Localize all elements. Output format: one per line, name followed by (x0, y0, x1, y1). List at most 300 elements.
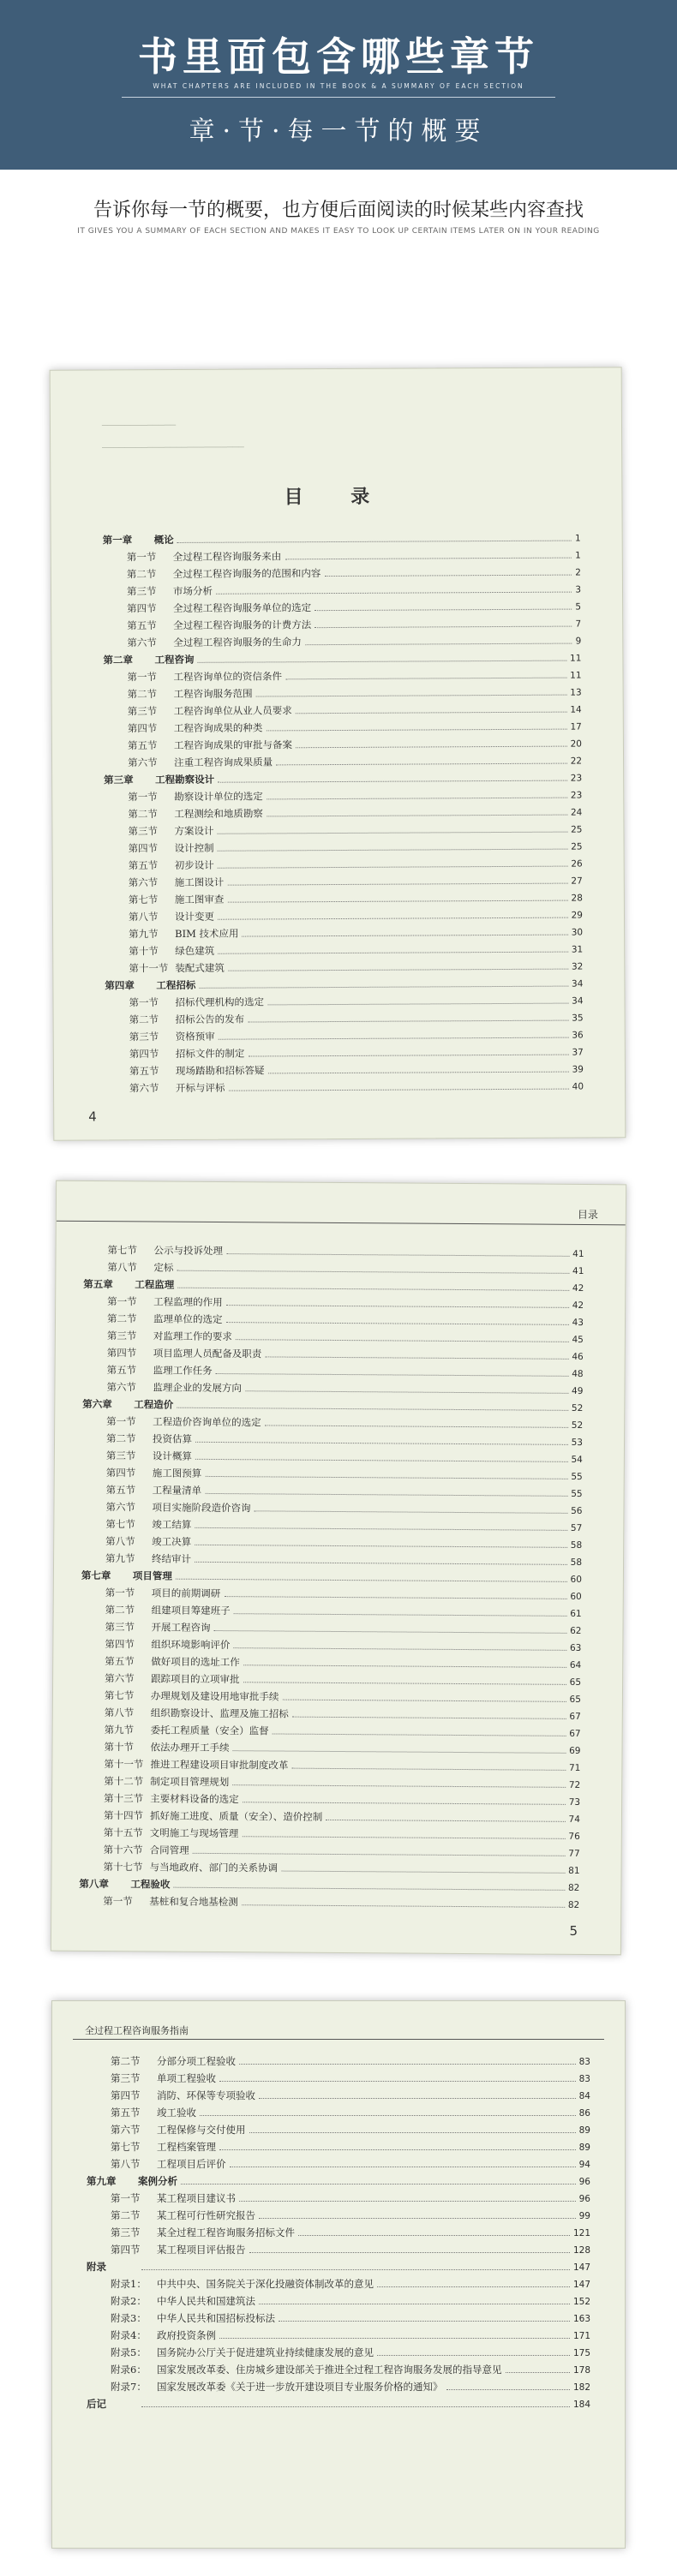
toc-entry-label (87, 2104, 196, 2121)
toc-entry-number: 第三节 (128, 825, 159, 838)
dot-leader (216, 592, 572, 595)
toc-entry-title: 工程项目后评价 (157, 2158, 226, 2170)
toc-entry-title: 现场踏勘和招标答疑 (175, 1064, 265, 1077)
dot-leader (219, 2338, 570, 2339)
toc-section-row (87, 2207, 590, 2224)
toc-entry-label (80, 1841, 189, 1859)
toc-section-row (87, 2292, 590, 2310)
toc-entry-title: 工程监理 (135, 1278, 175, 1291)
toc-page-ref: 41 (572, 1265, 584, 1276)
toc-entry-number: 第一节 (105, 1587, 135, 1599)
intro-text: 告诉你每一节的概要，也方便后面阅读的时候某些内容查找 (93, 200, 584, 221)
dot-leader (177, 1270, 569, 1274)
toc-page-ref: 86 (578, 2108, 590, 2119)
toc-entry-number: 第四节 (111, 2089, 141, 2101)
toc-entry-label (105, 1028, 215, 1046)
toc-entry-title: 制定项目管理规划 (150, 1775, 230, 1789)
toc-entry-title: 全过程工程咨询服务的计费方法 (173, 619, 312, 632)
toc-entry-label (105, 942, 214, 960)
toc-entry-number: 第六节 (128, 876, 159, 889)
header-rule (57, 1221, 626, 1226)
toc-entry-label (87, 2378, 443, 2395)
toc-page-ref: 65 (569, 1676, 582, 1688)
toc-entry-title: 某全过程工程咨询服务招标文件 (157, 2226, 295, 2238)
toc-page-ref: 17 (570, 721, 582, 732)
toc-entry-number: 第六节 (129, 1082, 159, 1095)
toc-page-ref: 26 (571, 858, 583, 870)
toc-page-ref: 71 (568, 1762, 581, 1773)
dot-leader (242, 1836, 565, 1839)
toc-title: 目 录 (284, 485, 391, 509)
toc-entry-number: 第二节 (105, 1432, 136, 1445)
faint-bleed-text: ───────────────────────── (102, 441, 244, 454)
toc-entry-title: 委托工程质量（安全）监督 (150, 1724, 269, 1737)
toc-page-ref: 48 (572, 1368, 584, 1379)
toc-entry-label (83, 1361, 213, 1379)
toc-entry-number: 第三节 (126, 585, 157, 598)
dot-leader (245, 1390, 568, 1394)
toc-page-ref: 28 (571, 893, 583, 904)
toc-entry-title: 设计控制 (174, 841, 214, 854)
toc-entry-number: 第二节 (129, 1013, 159, 1026)
toc-entry-title: 组建项目筹建班子 (151, 1604, 231, 1617)
toc-entry-label (104, 736, 292, 754)
toc-entry-label (82, 1396, 173, 1414)
toc-entry-label (80, 1824, 239, 1842)
toc-entry-title: 绿色建筑 (175, 944, 215, 957)
toc-entry-title: 基桩和复合地基检测 (149, 1895, 238, 1909)
toc-entry-title: 做好项目的选址工作 (151, 1655, 240, 1669)
toc-entry-label (105, 959, 225, 977)
toc-entry-number: 第一节 (103, 1895, 133, 1908)
toc-entry-number: 第六章 (82, 1397, 112, 1411)
toc-entry-label (105, 840, 214, 858)
toc-entry-label (81, 1653, 240, 1671)
toc-entry-title: 单项工程验收 (157, 2072, 216, 2084)
toc-entry-label (103, 565, 321, 583)
toc-entry-title: 装配式建筑 (175, 961, 225, 974)
toc-section-row (87, 2361, 590, 2378)
dot-leader (233, 1647, 566, 1651)
toc-page-ref: 36 (572, 1030, 584, 1041)
toc-entry-label (81, 1567, 172, 1585)
banner-tagline: 章·节·每一节的概要 (189, 117, 488, 146)
toc-entry-label (82, 1413, 261, 1431)
toc-section-row (87, 2155, 590, 2173)
toc-page-ref: 13 (570, 687, 582, 698)
toc-page-ref: 99 (578, 2211, 590, 2221)
toc-entry-number: 第四节 (128, 842, 159, 855)
toc-section-row (87, 2241, 590, 2258)
toc-entry-title: 工程造价 (134, 1398, 174, 1411)
toc-entry-label (103, 651, 194, 669)
toc-entry-title: 国务院办公厅关于促进建筑业持续健康发展的意见 (157, 2346, 374, 2358)
toc-entry-title: 招标文件的制定 (175, 1047, 245, 1060)
toc-page-ref: 82 (567, 1882, 580, 1893)
toc-entry-number: 第七节 (128, 894, 159, 906)
toc-entry-title: 方案设计 (174, 824, 214, 837)
toc-entry-title: 案例分析 (138, 2175, 177, 2187)
dot-leader (243, 1682, 566, 1685)
toc-page-ref: 77 (568, 1848, 580, 1859)
toc-page-ref: 25 (571, 841, 583, 852)
toc-page-ref: 7 (575, 619, 582, 630)
dot-leader (506, 2372, 570, 2373)
dot-leader (291, 1768, 566, 1771)
dot-leader (249, 2252, 570, 2253)
dot-leader (193, 1853, 566, 1856)
toc-entry-number: 第十节 (129, 945, 159, 958)
toc-section-row (87, 2070, 590, 2087)
toc-entry-label (104, 771, 214, 789)
dot-leader (141, 2269, 570, 2270)
toc-entry-number: 第九节 (129, 928, 159, 941)
toc-entry-number: 附录1： (111, 2278, 147, 2290)
toc-page-ref: 67 (569, 1728, 581, 1739)
toc-entry-title: 工程咨询单位从业人员要求 (173, 704, 292, 718)
page-number: 5 (569, 1922, 578, 1939)
toc-entry-title: 工程测绘和地质勘察 (174, 807, 263, 820)
toc-entry-number: 第十一节 (104, 1758, 144, 1771)
toc-entry-label (79, 1858, 278, 1877)
toc-chapter-row (87, 2173, 590, 2190)
toc-section-row (105, 1078, 584, 1097)
toc-entry-number: 第一章 (102, 534, 133, 547)
toc-section-row (87, 2275, 590, 2292)
toc-entry-number: 附录 (87, 2261, 106, 2273)
toc-entry-label (105, 891, 225, 909)
toc-entry-label (84, 1241, 224, 1259)
toc-page-ref: 29 (571, 910, 584, 921)
toc-page-ref: 76 (568, 1831, 580, 1842)
toc-page-ref: 3 (575, 584, 582, 595)
toc-page-ref: 178 (572, 2365, 590, 2376)
toc-entry-title: 竣工结算 (152, 1518, 192, 1531)
toc-page-ref: 67 (569, 1711, 581, 1722)
toc-entry-title: 中华人民共和国招标投标法 (157, 2312, 275, 2324)
running-head: 目录 (577, 1208, 598, 1222)
dot-leader (326, 1820, 565, 1822)
toc-page-ref: 152 (572, 2297, 590, 2307)
toc-entry-title: 监理单位的选定 (153, 1312, 223, 1326)
toc-entry-label (87, 2241, 246, 2258)
toc-entry-number: 第一节 (111, 2192, 141, 2204)
running-head: 全过程工程咨询服务指南 (85, 2025, 189, 2036)
dot-leader (227, 900, 567, 903)
toc-entry-title: 施工图预算 (152, 1467, 202, 1479)
toc-entry-label (103, 599, 311, 617)
toc-entry-number: 第八节 (105, 1535, 135, 1548)
toc-page-ref: 25 (571, 824, 583, 835)
toc-entry-title: 项目实施阶段造价咨询 (152, 1501, 251, 1515)
toc-page-ref: 56 (571, 1505, 583, 1516)
dot-leader (177, 541, 572, 543)
toc-page-ref: 35 (572, 1013, 584, 1024)
toc-entry-number: 第一节 (107, 1295, 137, 1308)
toc-entry-title: 某工程项目建议书 (157, 2192, 236, 2204)
toc-entry-label (83, 1293, 223, 1311)
toc-entry-number: 附录5： (111, 2346, 147, 2358)
toc-entry-label (103, 531, 174, 548)
toc-entry-title: 工程造价咨询单位的选定 (153, 1415, 261, 1429)
dot-leader (315, 609, 572, 612)
toc-entry-number: 第一节 (106, 1415, 136, 1428)
toc-page-ref: 9 (575, 636, 582, 647)
banner-subtitle-en: WHAT CHAPTERS ARE INCLUDED IN THE BOOK & A SUMMARY OF EACH SECTION (153, 82, 524, 90)
toc-entry-label (105, 1011, 245, 1029)
toc-entry-number: 第十六节 (103, 1844, 143, 1856)
toc-section-row (87, 2327, 590, 2344)
toc-page-ref: 184 (572, 2400, 590, 2410)
toc-entry-title: 组织勘察设计、监理及施工招标 (150, 1706, 289, 1720)
dot-leader (219, 2149, 576, 2150)
dot-leader (377, 2355, 570, 2356)
toc-entry-number: 第十五节 (103, 1826, 143, 1839)
toc-entry-title: 投资估算 (152, 1432, 193, 1445)
toc-entry-number: 第六节 (128, 756, 158, 769)
dot-leader (224, 1596, 566, 1599)
toc-page-ref: 82 (567, 1899, 580, 1910)
toc-entry-number: 第二节 (128, 808, 158, 821)
toc-entry-number: 第八节 (107, 1261, 137, 1274)
toc-entry-title: 主要材料设备的选定 (150, 1792, 239, 1806)
toc-page-2 (51, 1180, 626, 1956)
toc-page-ref: 175 (572, 2348, 590, 2358)
toc-entry-label (81, 1533, 191, 1551)
toc-entry-title: 全过程工程咨询服务单位的选定 (173, 601, 312, 615)
dot-leader (285, 678, 566, 680)
dot-leader (259, 2098, 576, 2099)
toc-entry-number: 第四节 (105, 1638, 135, 1651)
toc-entry-number: 第二节 (105, 1604, 135, 1617)
toc-entry-number: 第十四节 (103, 1809, 144, 1822)
toc-entry-title: 依法办理开工手续 (150, 1741, 230, 1754)
toc-entry-title: 工程咨询成果的种类 (173, 721, 263, 735)
dot-leader (239, 2064, 576, 2065)
toc-entry-number: 第五节 (105, 1484, 136, 1497)
dot-leader (218, 866, 568, 869)
toc-page-ref: 22 (570, 756, 583, 767)
dot-leader (242, 1904, 565, 1908)
toc-page-ref: 14 (570, 704, 582, 715)
toc-entry-label (83, 1276, 174, 1294)
toc-entry-label (87, 2138, 216, 2155)
toc-section-row (87, 2378, 590, 2395)
toc-entry-number: 第四节 (127, 602, 157, 615)
toc-list (87, 2053, 590, 2412)
dot-leader (213, 1630, 566, 1634)
toc-entry-label (105, 977, 195, 995)
toc-entry-label (82, 1447, 192, 1465)
toc-entry-number: 第三节 (129, 1031, 159, 1043)
toc-entry-number: 第六节 (106, 1381, 137, 1394)
toc-entry-title: 市场分析 (172, 584, 213, 598)
toc-entry-title: 与当地政府、部门的关系协调 (149, 1861, 279, 1874)
toc-entry-number: 第一节 (126, 551, 157, 564)
toc-page-ref: 74 (568, 1814, 580, 1825)
toc-entry-label (83, 1327, 232, 1345)
toc-page-ref: 81 (568, 1865, 580, 1876)
toc-entry-title: 开展工程咨询 (151, 1621, 211, 1634)
toc-entry-number: 第七节 (105, 1518, 135, 1531)
toc-page-ref: 27 (571, 876, 583, 887)
dot-leader (219, 1037, 569, 1040)
banner-divider (122, 97, 555, 98)
toc-entry-label (81, 1704, 289, 1723)
toc-entry-label (105, 1079, 225, 1097)
toc-entry-label (104, 685, 253, 703)
toc-entry-label (104, 804, 263, 822)
dot-leader (285, 558, 572, 560)
toc-page-ref: 49 (572, 1385, 584, 1396)
dot-leader (225, 1322, 568, 1325)
toc-entry-number: 第六节 (127, 637, 157, 649)
toc-page-ref: 23 (570, 790, 583, 801)
toc-page-ref: 69 (569, 1745, 581, 1756)
toc-page-ref: 43 (572, 1317, 584, 1328)
dot-leader (141, 2406, 570, 2407)
toc-entry-label (87, 2053, 236, 2070)
toc-entry-number: 第三节 (105, 1449, 136, 1462)
toc-entry-number: 第五节 (128, 859, 159, 872)
dot-leader (226, 1305, 569, 1308)
toc-entry-title: 国家发展改革委《关于进一步放开建设项目专业服务价格的通知》 (157, 2381, 443, 2393)
toc-page-ref: 52 (571, 1402, 584, 1414)
toc-page-ref: 55 (571, 1488, 583, 1499)
toc-entry-number: 第五节 (106, 1364, 137, 1377)
toc-entry-label (87, 2173, 177, 2190)
dot-leader (218, 780, 567, 783)
toc-entry-title: 工程档案管理 (157, 2141, 216, 2153)
toc-entry-number: 第七节 (111, 2141, 141, 2153)
toc-page-ref: 46 (572, 1351, 584, 1362)
toc-entry-title: 工程咨询单位的资信条件 (173, 670, 283, 684)
toc-entry-number: 第四节 (127, 722, 158, 735)
toc-entry-title: 竣工验收 (157, 2107, 196, 2119)
toc-chapter-row (87, 2258, 590, 2275)
dot-leader (218, 917, 568, 920)
dot-leader (232, 1784, 566, 1788)
toc-entry-number: 第十一节 (129, 962, 169, 975)
toc-page-ref: 163 (572, 2314, 590, 2324)
toc-entry-title: 项目监理人员配备及职责 (153, 1347, 262, 1360)
toc-entry-title: 概论 (153, 533, 174, 547)
toc-section-row (87, 2121, 590, 2138)
dot-leader (176, 1579, 567, 1582)
toc-entry-number: 第二节 (126, 568, 157, 581)
toc-entry-title: 推进工程建设项目审批制度改革 (150, 1758, 289, 1772)
toc-entry-title: 某工程可行性研究报告 (157, 2209, 255, 2221)
faint-bleed-text: ───────────── (101, 419, 177, 432)
toc-entry-label (87, 2190, 236, 2207)
toc-entry-title: 施工图审查 (174, 893, 225, 905)
dot-leader (273, 1733, 566, 1736)
toc-page-ref: 94 (578, 2160, 590, 2170)
dot-leader (248, 1055, 568, 1057)
dot-leader (199, 986, 568, 989)
toc-page-ref: 83 (578, 2057, 590, 2067)
dot-leader (227, 883, 567, 886)
dot-leader (229, 1089, 569, 1091)
dot-leader (292, 1717, 566, 1719)
toc-entry-title: 文明施工与现场管理 (149, 1826, 239, 1840)
toc-entry-label (81, 1584, 221, 1602)
toc-entry-number: 后记 (87, 2398, 106, 2410)
toc-page-ref: 53 (571, 1437, 584, 1448)
dot-leader (218, 952, 568, 954)
toc-page-ref: 60 (570, 1591, 582, 1602)
toc-entry-title: 国家发展改革委、住房城乡建设部关于推进全过程工程咨询服务发展的指导意见 (157, 2364, 502, 2376)
toc-page-ref: 73 (568, 1796, 581, 1808)
toc-entry-number: 第五节 (127, 619, 157, 632)
dot-leader (195, 1459, 568, 1462)
dot-leader (228, 969, 568, 971)
dot-leader (200, 2115, 576, 2116)
toc-entry-label (82, 1464, 202, 1482)
toc-page-ref: 89 (578, 2143, 590, 2153)
toc-entry-number: 第十二节 (104, 1775, 144, 1788)
toc-entry-label (79, 1875, 170, 1893)
toc-entry-title: 施工图设计 (174, 876, 225, 888)
toc-entry-title: 办理规划及建设用地审批手续 (150, 1689, 279, 1703)
toc-entry-number: 第五节 (111, 2107, 141, 2119)
toc-page-ref: 83 (578, 2074, 590, 2084)
toc-entry-title: 抓好施工进度、质量（安全）、造价控制 (149, 1809, 323, 1823)
dot-leader (243, 1802, 566, 1805)
dot-leader (267, 815, 567, 817)
toc-entry-label (105, 908, 214, 926)
dot-leader (324, 575, 572, 577)
toc-entry-label (105, 925, 239, 943)
toc-list (79, 1241, 584, 1913)
dot-leader (377, 2286, 570, 2287)
toc-entry-title: 合同管理 (149, 1844, 189, 1856)
toc-page-ref: 128 (572, 2245, 590, 2256)
toc-page-ref: 58 (570, 1539, 583, 1551)
toc-entry-number: 第六节 (105, 1672, 135, 1685)
toc-entry-label (104, 753, 273, 771)
toc-page-ref: 62 (570, 1625, 582, 1636)
toc-entry-number: 第六节 (111, 2124, 141, 2136)
toc-entry-title: 全过程工程咨询服务的生命力 (173, 636, 302, 649)
dot-leader (177, 1408, 568, 1411)
intro-text-en: IT GIVES YOU A SUMMARY OF EACH SECTION AND MAKES IT EASY TO LOOK UP CERTAIN ITEMS LATER ON IN YOUR READING (77, 227, 600, 236)
dot-leader (205, 1493, 567, 1497)
toc-entry-number: 第一节 (128, 791, 158, 804)
toc-page-ref: 23 (570, 773, 583, 784)
toc-page-ref: 34 (572, 978, 584, 989)
dot-leader (266, 729, 566, 732)
toc-entry-label (103, 667, 282, 685)
toc-entry-title: 工程咨询成果的审批与备案 (173, 738, 292, 752)
toc-page-ref: 96 (578, 2177, 590, 2187)
dot-leader (249, 2132, 576, 2133)
toc-entry-label (81, 1550, 191, 1568)
banner-title: 书里面包含哪些章节 (138, 33, 539, 80)
toc-entry-number: 第十七节 (103, 1861, 143, 1874)
toc-entry-label (103, 583, 213, 601)
toc-page-ref: 147 (572, 2262, 590, 2273)
toc-section-row (87, 2190, 590, 2207)
toc-page-ref: 54 (571, 1454, 583, 1465)
toc-entry-number: 附录6： (111, 2364, 147, 2376)
toc-entry-title: 定标 (153, 1261, 174, 1274)
toc-section-row (87, 2224, 590, 2241)
dot-leader (315, 626, 572, 629)
toc-entry-number: 第二章 (103, 654, 133, 666)
toc-entry-number: 第五节 (129, 1065, 159, 1078)
dot-leader (248, 1020, 568, 1023)
